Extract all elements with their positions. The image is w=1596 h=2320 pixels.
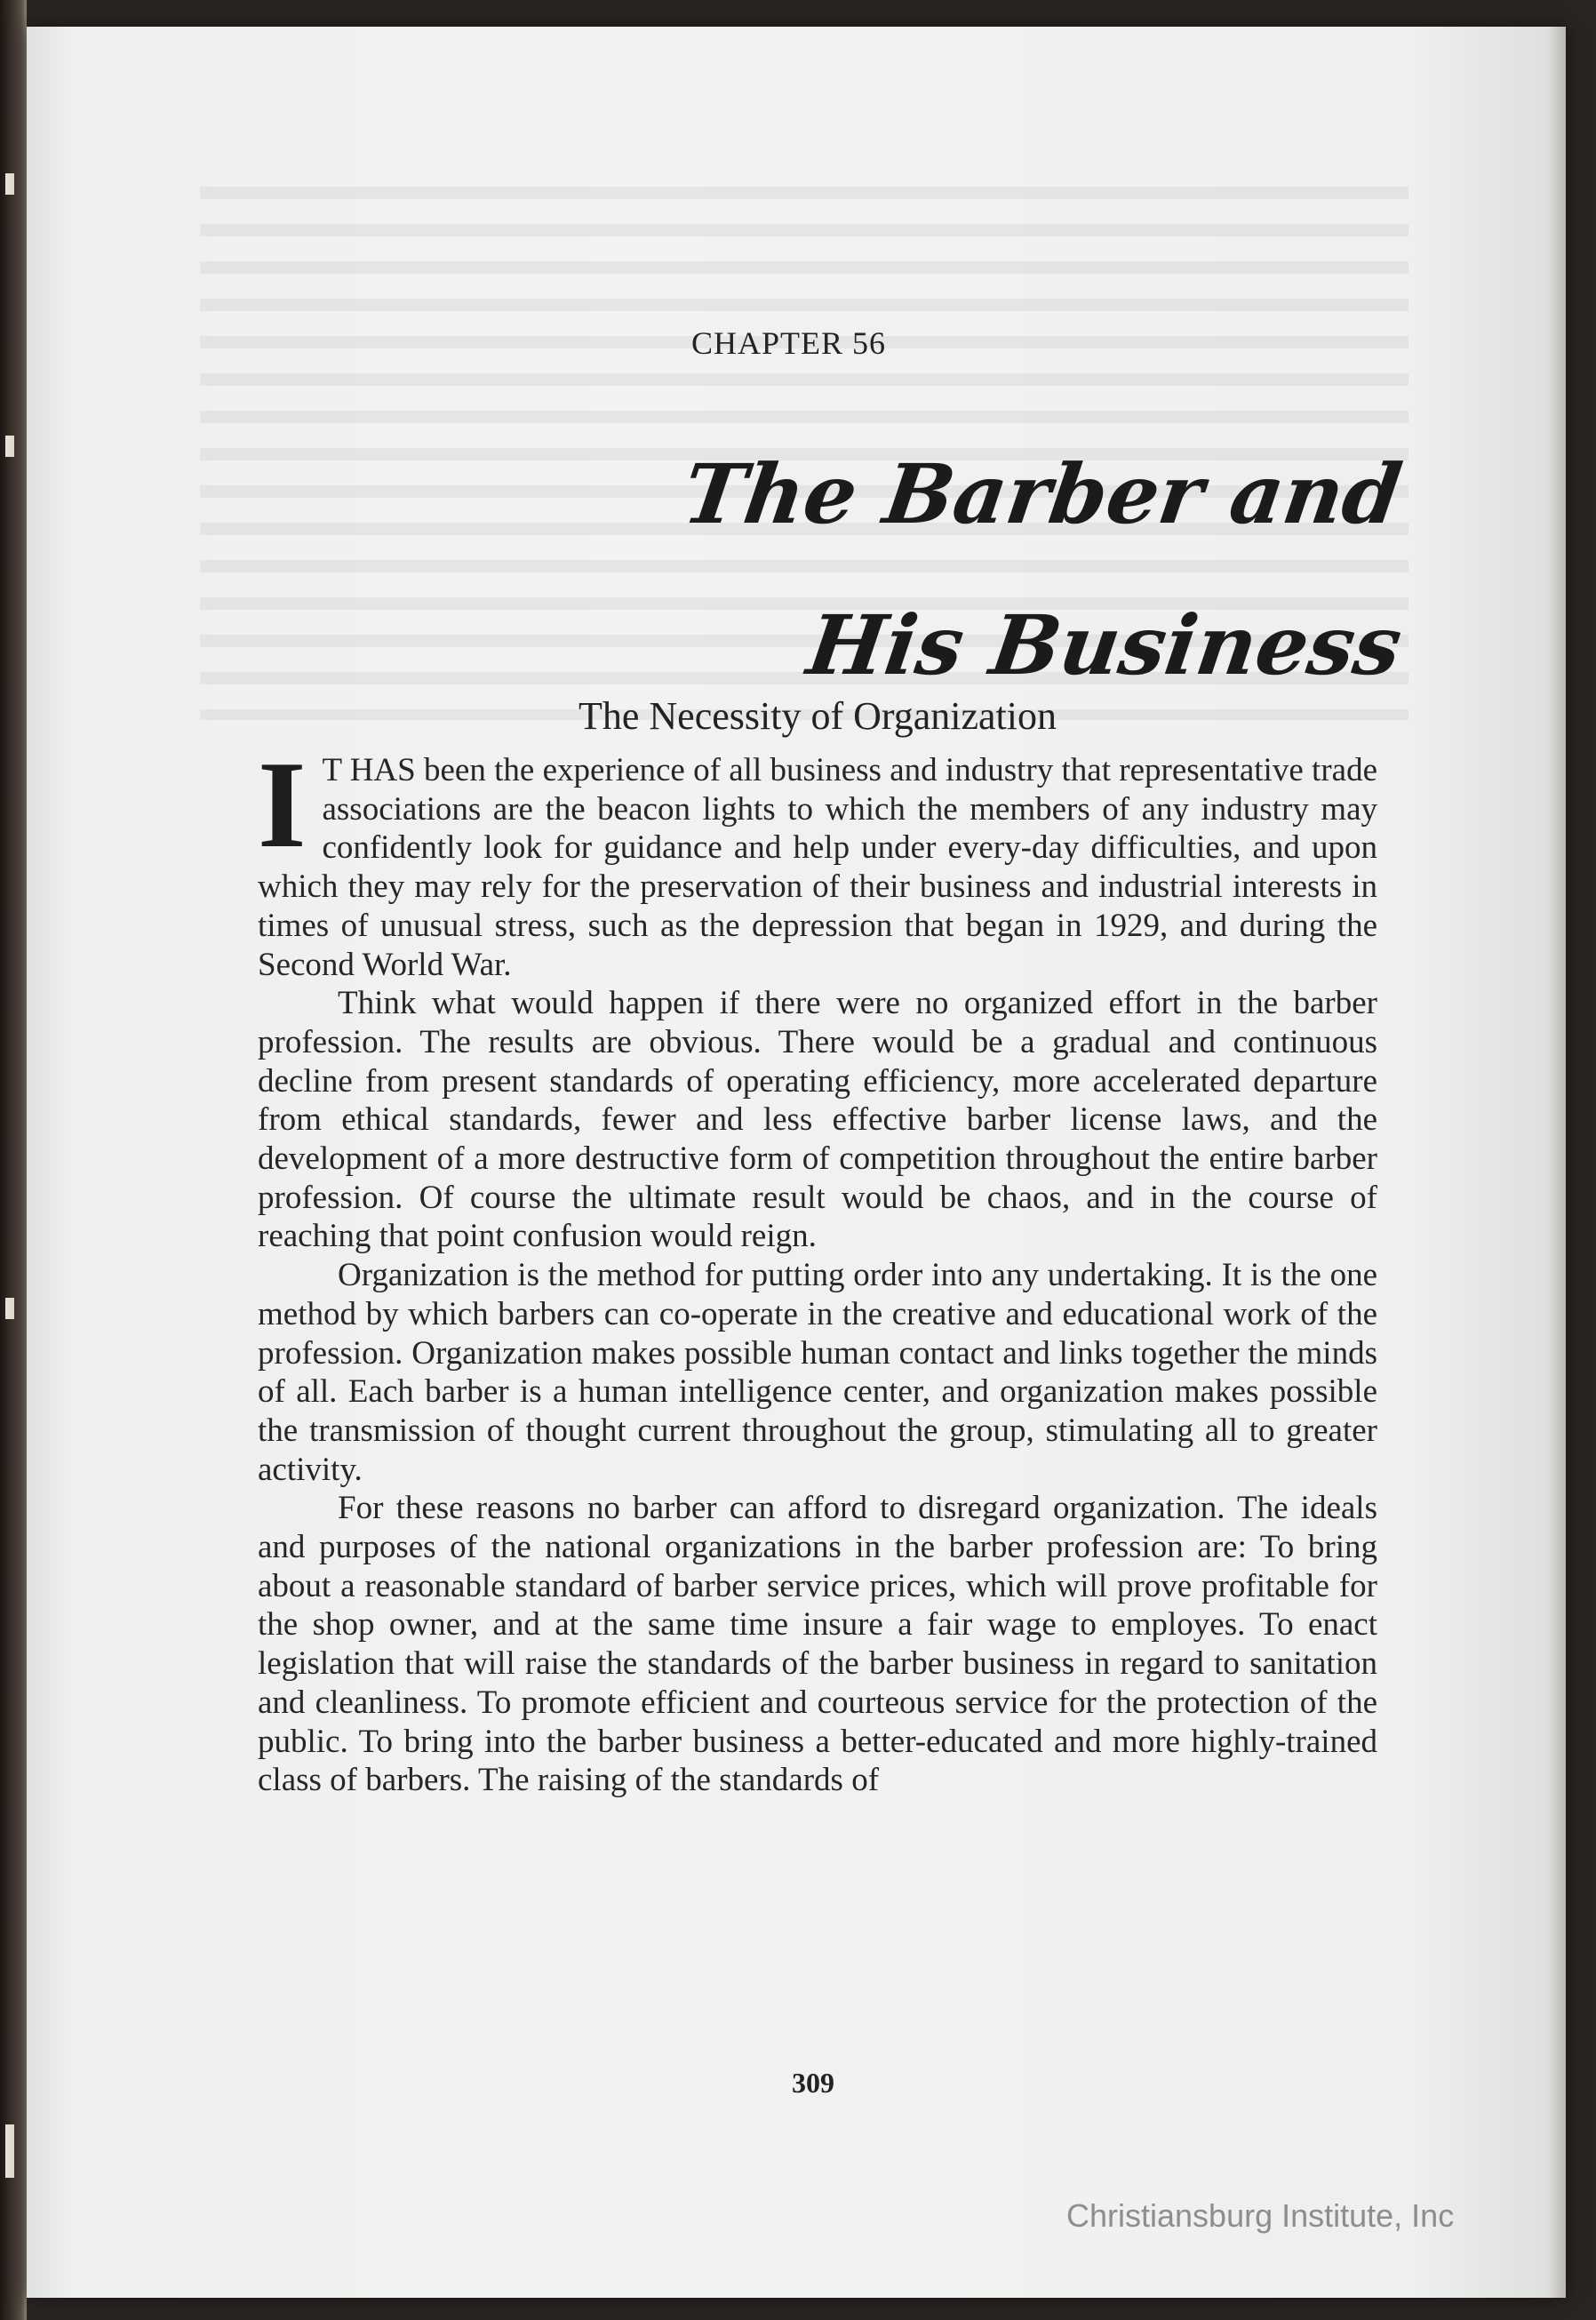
paragraph-2: Think what would happen if there were no organized effort in the barber profession. The results are obvious. There would be a gradual and continuous decline from present standards of operating efficiency, more accelerated departure from ethical standards, fewer and less effective barber license laws, and the development of a more destructive form of competition throughout the entire barber profession. Of course the ultimate result would be chaos, and in the course of reaching that point confusion would reign. [258, 985, 1377, 1255]
section-heading: The Necessity of Organization [578, 694, 1057, 738]
chapter-title-line-2: His Business [802, 597, 1408, 693]
binding-mark [5, 1298, 14, 1319]
body-text [258, 736, 1377, 1800]
chapter-title-line-1: The Barber and [677, 446, 1408, 542]
paragraph-4: For these reasons no barber can afford to disregard organization. The ideals and purposes of the national organizations in the barber profession are: To bring about a reasonable standard of barber service prices, which will prove profitable for the shop owner, and at the same time insure a fair wage to employes. To enact legislation that will raise the standards of the barber business in regard to sanitation and cleanliness. To promote efficient and courteous service for the protection of the public. To bring into the barber business a better-educated and more highly-trained class of barbers. The raising of the standards of [258, 1490, 1377, 1799]
page-number: 309 [792, 2067, 834, 2099]
paragraph-3: Organization is the method for putting order into any undertaking. It is the one method by which barbers can co-operate in the creative and educational work of the profession. Organization makes possible human contact and links together the minds of all. Each barber is a human intelligence center, and organization makes possible the transmission of thought current throughout the group, stimulating all to greater activity. [258, 1257, 1377, 1488]
chapter-label: CHAPTER 56 [690, 325, 887, 361]
binding-mark [5, 173, 14, 195]
binding-mark [5, 436, 14, 457]
paragraph-1 [258, 736, 1377, 984]
drop-cap: I [258, 736, 307, 874]
page-edge-shadow [1548, 27, 1566, 2298]
binding-mark [5, 2124, 14, 2178]
paragraph-1-text: T HAS been the experience of all business and industry that representative trade associations are the beacon lights to which the members of any industry may confidently look for guidance and help under every-day difficulties, and upon which they may rely for the preservation of their business and industrial interests in times of unusual stress, such as the depression that began in 1929, and during the Second World War. [258, 752, 1377, 983]
watermark: Christiansburg Institute, Inc [1066, 2197, 1455, 2234]
